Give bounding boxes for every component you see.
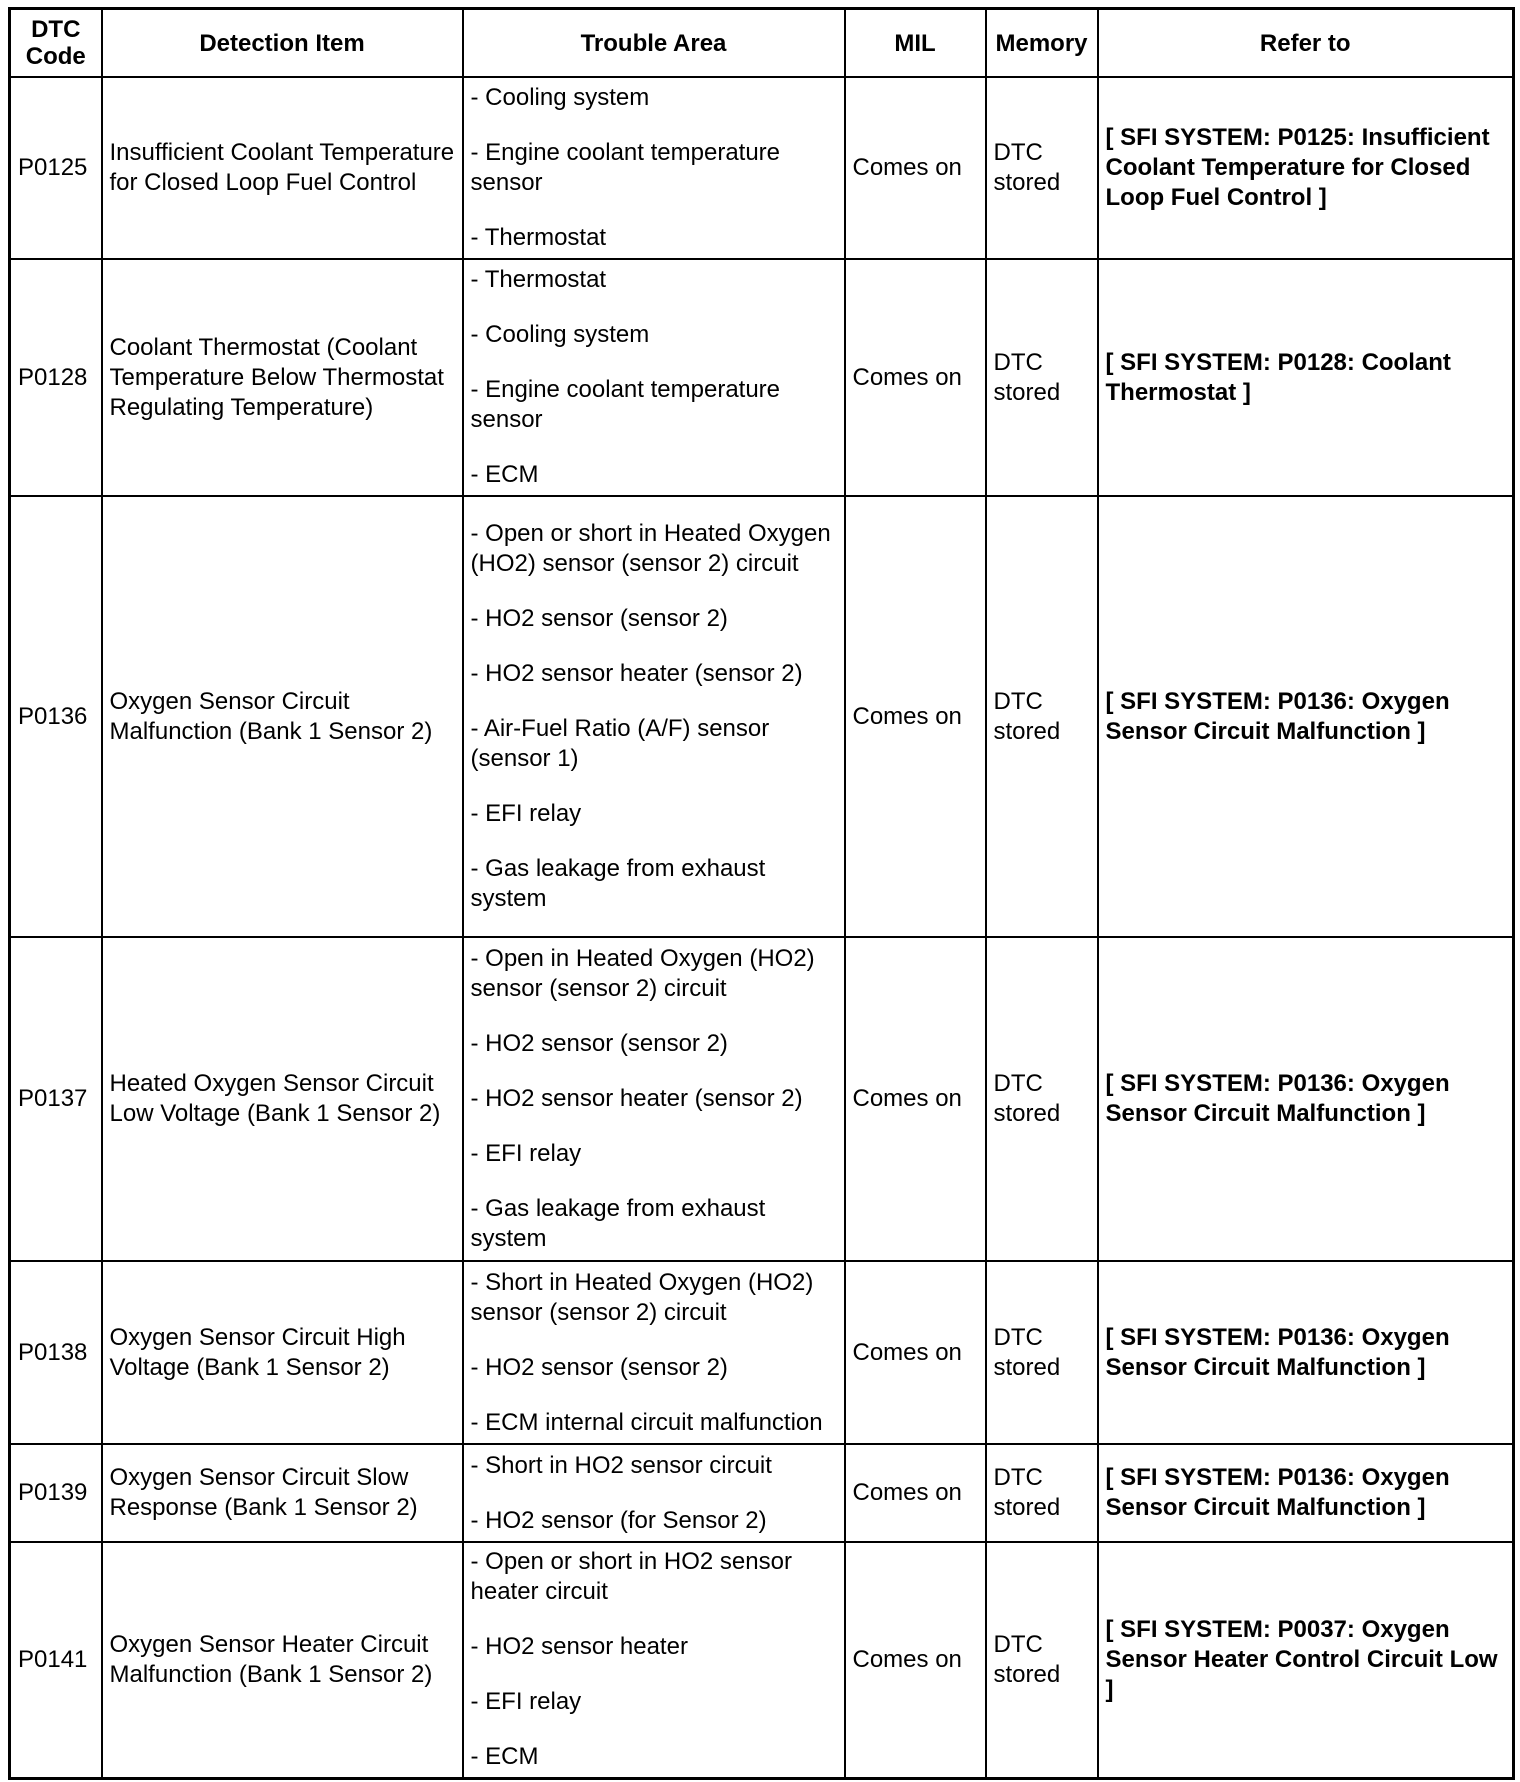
memory-status: DTC stored: [986, 259, 1098, 496]
dtc-code: P0125: [10, 77, 102, 259]
header-dtc-code: DTC Code: [10, 9, 102, 78]
table-row: [10, 1444, 1514, 1542]
table-row: [10, 1542, 1514, 1778]
trouble-area-item: - HO2 sensor heater: [470, 1633, 688, 1661]
dtc-code: P0137: [10, 937, 102, 1261]
refer-to-link[interactable]: [ SFI SYSTEM: P0125: Insufficient Coolant Temperature for Closed Loop Fuel Control ]: [1098, 77, 1514, 259]
detection-item: Oxygen Sensor Circuit Slow Response (Bank 1 Sensor 2): [102, 1444, 463, 1542]
table-header-row: [10, 9, 1514, 78]
memory-status: DTC stored: [986, 1261, 1098, 1444]
memory-status: DTC stored: [986, 77, 1098, 259]
refer-to-link[interactable]: [ SFI SYSTEM: P0037: Oxygen Sensor Heater Control Circuit Low ]: [1098, 1542, 1514, 1778]
trouble-area-item: - HO2 sensor (sensor 2): [470, 1353, 728, 1381]
refer-to-link[interactable]: [ SFI SYSTEM: P0136: Oxygen Sensor Circuit Malfunction ]: [1098, 937, 1514, 1261]
trouble-area: [463, 1542, 845, 1778]
trouble-area-item: - Short in Heated Oxygen (HO2) sensor (sensor 2) circuit: [470, 1268, 814, 1326]
dtc-code: P0136: [10, 496, 102, 937]
trouble-area: [463, 77, 845, 259]
table-row: [10, 1261, 1514, 1444]
table-row: [10, 77, 1514, 259]
refer-to-link[interactable]: [ SFI SYSTEM: P0136: Oxygen Sensor Circuit Malfunction ]: [1098, 496, 1514, 937]
trouble-area-item: - Air-Fuel Ratio (A/F) sensor (sensor 1): [470, 715, 770, 772]
trouble-area-item: - ECM: [470, 1743, 539, 1771]
mil-status: Comes on: [845, 496, 986, 937]
header-memory: Memory: [986, 9, 1098, 78]
mil-status: Comes on: [845, 937, 986, 1261]
detection-item: Heated Oxygen Sensor Circuit Low Voltage (Bank 1 Sensor 2): [102, 937, 463, 1261]
dtc-table: [8, 7, 1515, 1780]
mil-status: Comes on: [845, 77, 986, 259]
trouble-area-item: - HO2 sensor (for Sensor 2): [470, 1506, 767, 1534]
trouble-area-item: - Cooling system: [470, 321, 650, 348]
trouble-area-item: - Engine coolant temperature sensor: [470, 139, 781, 196]
trouble-area-item: - Open or short in Heated Oxygen (HO2) sensor (sensor 2) circuit: [470, 520, 831, 577]
trouble-area: [463, 1444, 845, 1542]
trouble-area: [463, 496, 845, 937]
header-trouble-area: Trouble Area: [463, 9, 845, 78]
header-refer-to: Refer to: [1098, 9, 1514, 78]
table-row: [10, 937, 1514, 1261]
trouble-area-item: - EFI relay: [470, 1140, 582, 1167]
mil-status: Comes on: [845, 1261, 986, 1444]
trouble-area: [463, 1261, 845, 1444]
trouble-area-item: - Thermostat: [470, 266, 607, 293]
table-row: [10, 496, 1514, 937]
trouble-area-item: - ECM: [470, 461, 539, 488]
trouble-area-item: - HO2 sensor (sensor 2): [470, 1030, 728, 1057]
refer-to-link[interactable]: [ SFI SYSTEM: P0128: Coolant Thermostat ]: [1098, 259, 1514, 496]
dtc-code: P0128: [10, 259, 102, 496]
trouble-area-item: - Short in HO2 sensor circuit: [470, 1451, 772, 1479]
header-detection-item: Detection Item: [102, 9, 463, 78]
detection-item: Coolant Thermostat (Coolant Temperature Below Thermostat Regulating Temperature): [102, 259, 463, 496]
trouble-area-item: - Thermostat: [470, 224, 607, 251]
detection-item: Oxygen Sensor Heater Circuit Malfunction (Bank 1 Sensor 2): [102, 1542, 463, 1778]
detection-item: Oxygen Sensor Circuit High Voltage (Bank 1 Sensor 2): [102, 1261, 463, 1444]
memory-status: DTC stored: [986, 1444, 1098, 1542]
dtc-code: P0139: [10, 1444, 102, 1542]
trouble-area-item: - HO2 sensor heater (sensor 2): [470, 660, 803, 687]
mil-status: Comes on: [845, 1542, 986, 1778]
trouble-area-item: - Open or short in HO2 sensor heater circuit: [470, 1548, 792, 1606]
trouble-area-item: - Cooling system: [470, 84, 650, 111]
trouble-area-item: - Open in Heated Oxygen (HO2) sensor (sensor 2) circuit: [470, 945, 815, 1002]
trouble-area-item: - HO2 sensor (sensor 2): [470, 605, 728, 632]
trouble-area-item: - Gas leakage from exhaust system: [470, 855, 766, 912]
trouble-area-item: - EFI relay: [470, 1688, 582, 1716]
trouble-area: [463, 259, 845, 496]
detection-item: Insufficient Coolant Temperature for Closed Loop Fuel Control: [102, 77, 463, 259]
header-mil: MIL: [845, 9, 986, 78]
detection-item: Oxygen Sensor Circuit Malfunction (Bank 1 Sensor 2): [102, 496, 463, 937]
mil-status: Comes on: [845, 1444, 986, 1542]
memory-status: DTC stored: [986, 496, 1098, 937]
dtc-code: P0138: [10, 1261, 102, 1444]
trouble-area: [463, 937, 845, 1261]
memory-status: DTC stored: [986, 1542, 1098, 1778]
refer-to-link[interactable]: [ SFI SYSTEM: P0136: Oxygen Sensor Circuit Malfunction ]: [1098, 1261, 1514, 1444]
dtc-code: P0141: [10, 1542, 102, 1778]
trouble-area-item: - Engine coolant temperature sensor: [470, 376, 781, 433]
table-row: [10, 259, 1514, 496]
trouble-area-item: - ECM internal circuit malfunction: [470, 1408, 823, 1436]
trouble-area-item: - EFI relay: [470, 800, 582, 827]
trouble-area-item: - HO2 sensor heater (sensor 2): [470, 1085, 803, 1112]
trouble-area-item: - Gas leakage from exhaust system: [470, 1195, 766, 1252]
refer-to-link[interactable]: [ SFI SYSTEM: P0136: Oxygen Sensor Circuit Malfunction ]: [1098, 1444, 1514, 1542]
memory-status: DTC stored: [986, 937, 1098, 1261]
mil-status: Comes on: [845, 259, 986, 496]
